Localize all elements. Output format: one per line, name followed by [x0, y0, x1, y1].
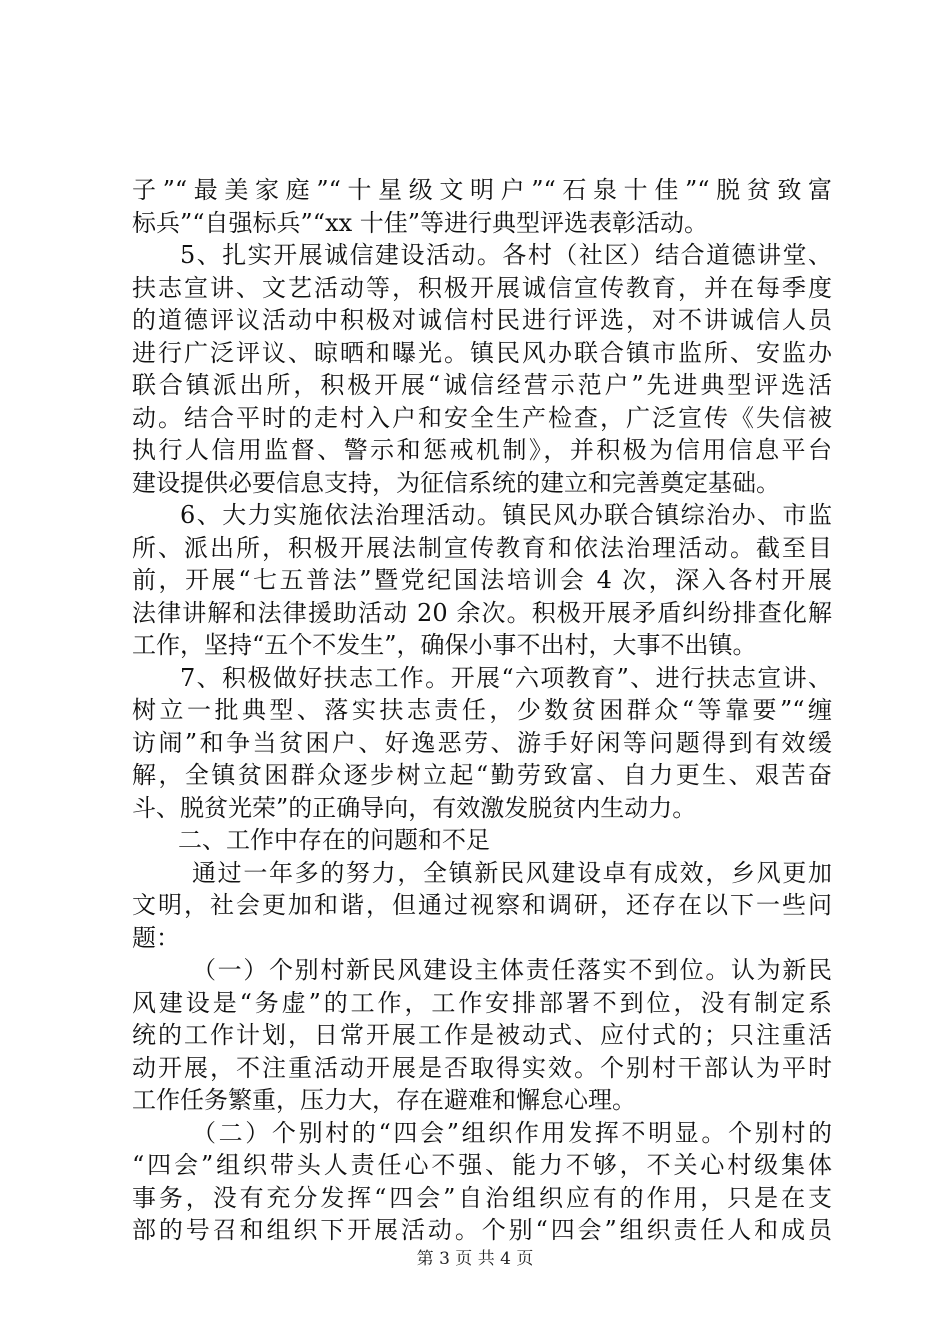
text-line: 执行人信用监督、警示和惩戒机制》，并积极为信用信息平台 — [132, 436, 832, 464]
text-line: 法律讲解和法律援助活动 20 余次。积极开展矛盾纠纷排查化解 — [132, 598, 832, 627]
paragraph-start-line: 6、大力实施依法治理活动。镇民风办联合镇综治办、市监 — [180, 501, 832, 529]
text-line: 的道德评议活动中积极对诚信村民进行评选，对不讲诚信人员 — [132, 306, 832, 334]
text-line: 解，全镇贫困群众逐步树立起“勤劳致富、自力更生、艰苦奋 — [132, 761, 832, 789]
paragraph-start-line: 通过一年多的努力，全镇新民风建设卓有成效，乡风更加 — [192, 858, 832, 887]
text-line: 部的号召和组织下开展活动。个别“四会”组织责任人和成员 — [132, 1216, 832, 1244]
text-line: 工作任务繁重，压力大，存在避难和懈怠心理。 — [132, 1086, 636, 1114]
text-line: 子”“最美家庭”“十星级文明户”“石泉十佳”“脱贫致富 — [132, 176, 832, 204]
text-line: 树立一批典型、落实扶志责任，少数贫困群众“等靠要”“缠 — [132, 696, 832, 724]
paragraph-start-line: （二）个别村的“四会”组织作用发挥不明显。个别村的 — [192, 1118, 832, 1147]
text-line: 扶志宣讲、文艺活动等，积极开展诚信宣传教育，并在每季度 — [132, 273, 832, 302]
text-line: 建设提供必要信息支持，为征信系统的建立和完善奠定基础。 — [132, 468, 780, 497]
text-line: 风建设是“务虚”的工作，工作安排部署不到位，没有制定系 — [132, 988, 832, 1017]
text-line: 斗、脱贫光荣”的正确导向，有效激发脱贫内生动力。 — [132, 793, 697, 822]
text-line: 进行广泛评议、晾晒和曝光。镇民风办联合镇市监所、安监办 — [132, 338, 832, 367]
paragraph-start-line: 7、积极做好扶志工作。开展“六项教育”、进行扶志宣讲、 — [180, 663, 832, 692]
text-line: 题： — [132, 923, 180, 952]
text-line: 前，开展“七五普法”暨党纪国法培训会 4 次，深入各村开展 — [132, 566, 832, 594]
document-body — [132, 174, 832, 1247]
text-line: 文明，社会更加和谐，但通过视察和调研，还存在以下一些问 — [132, 891, 832, 919]
text-line: 事务，没有充分发挥“四会”自治组织应有的作用，只是在支 — [132, 1183, 832, 1212]
paragraph-start-line: （一）个别村新民风建设主体责任落实不到位。认为新民 — [192, 956, 832, 984]
page-number: 第 3 页 共 4 页 — [416, 1249, 534, 1269]
section-heading: 二、工作中存在的问题和不足 — [178, 826, 490, 854]
text-line: 访闹”和争当贫困户、好逸恶劳、游手好闲等问题得到有效缓 — [132, 728, 832, 757]
page-footer — [0, 1244, 950, 1269]
text-line: 动。结合平时的走村入户和安全生产检查，广泛宣传《失信被 — [132, 403, 832, 432]
text-line: 所、派出所，积极开展法制宣传教育和依法治理活动。截至目 — [132, 533, 832, 562]
text-line: 动开展，不注重活动开展是否取得实效。个别村干部认为平时 — [132, 1053, 832, 1082]
text-line: “四会”组织带头人责任心不强、能力不够，不关心村级集体 — [132, 1151, 832, 1179]
paragraph-start-line: 5、扎实开展诚信建设活动。各村（社区）结合道德讲堂、 — [180, 241, 832, 269]
text-line: 统的工作计划，日常开展工作是被动式、应付式的；只注重活 — [132, 1021, 832, 1049]
text-line: 标兵”“自强标兵”“xx 十佳”等进行典型评选表彰活动。 — [132, 208, 709, 237]
text-line: 联合镇派出所，积极开展“诚信经营示范户”先进典型评选活 — [132, 371, 832, 399]
text-line: 工作，坚持“五个不发生”，确保小事不出村，大事不出镇。 — [132, 631, 757, 659]
